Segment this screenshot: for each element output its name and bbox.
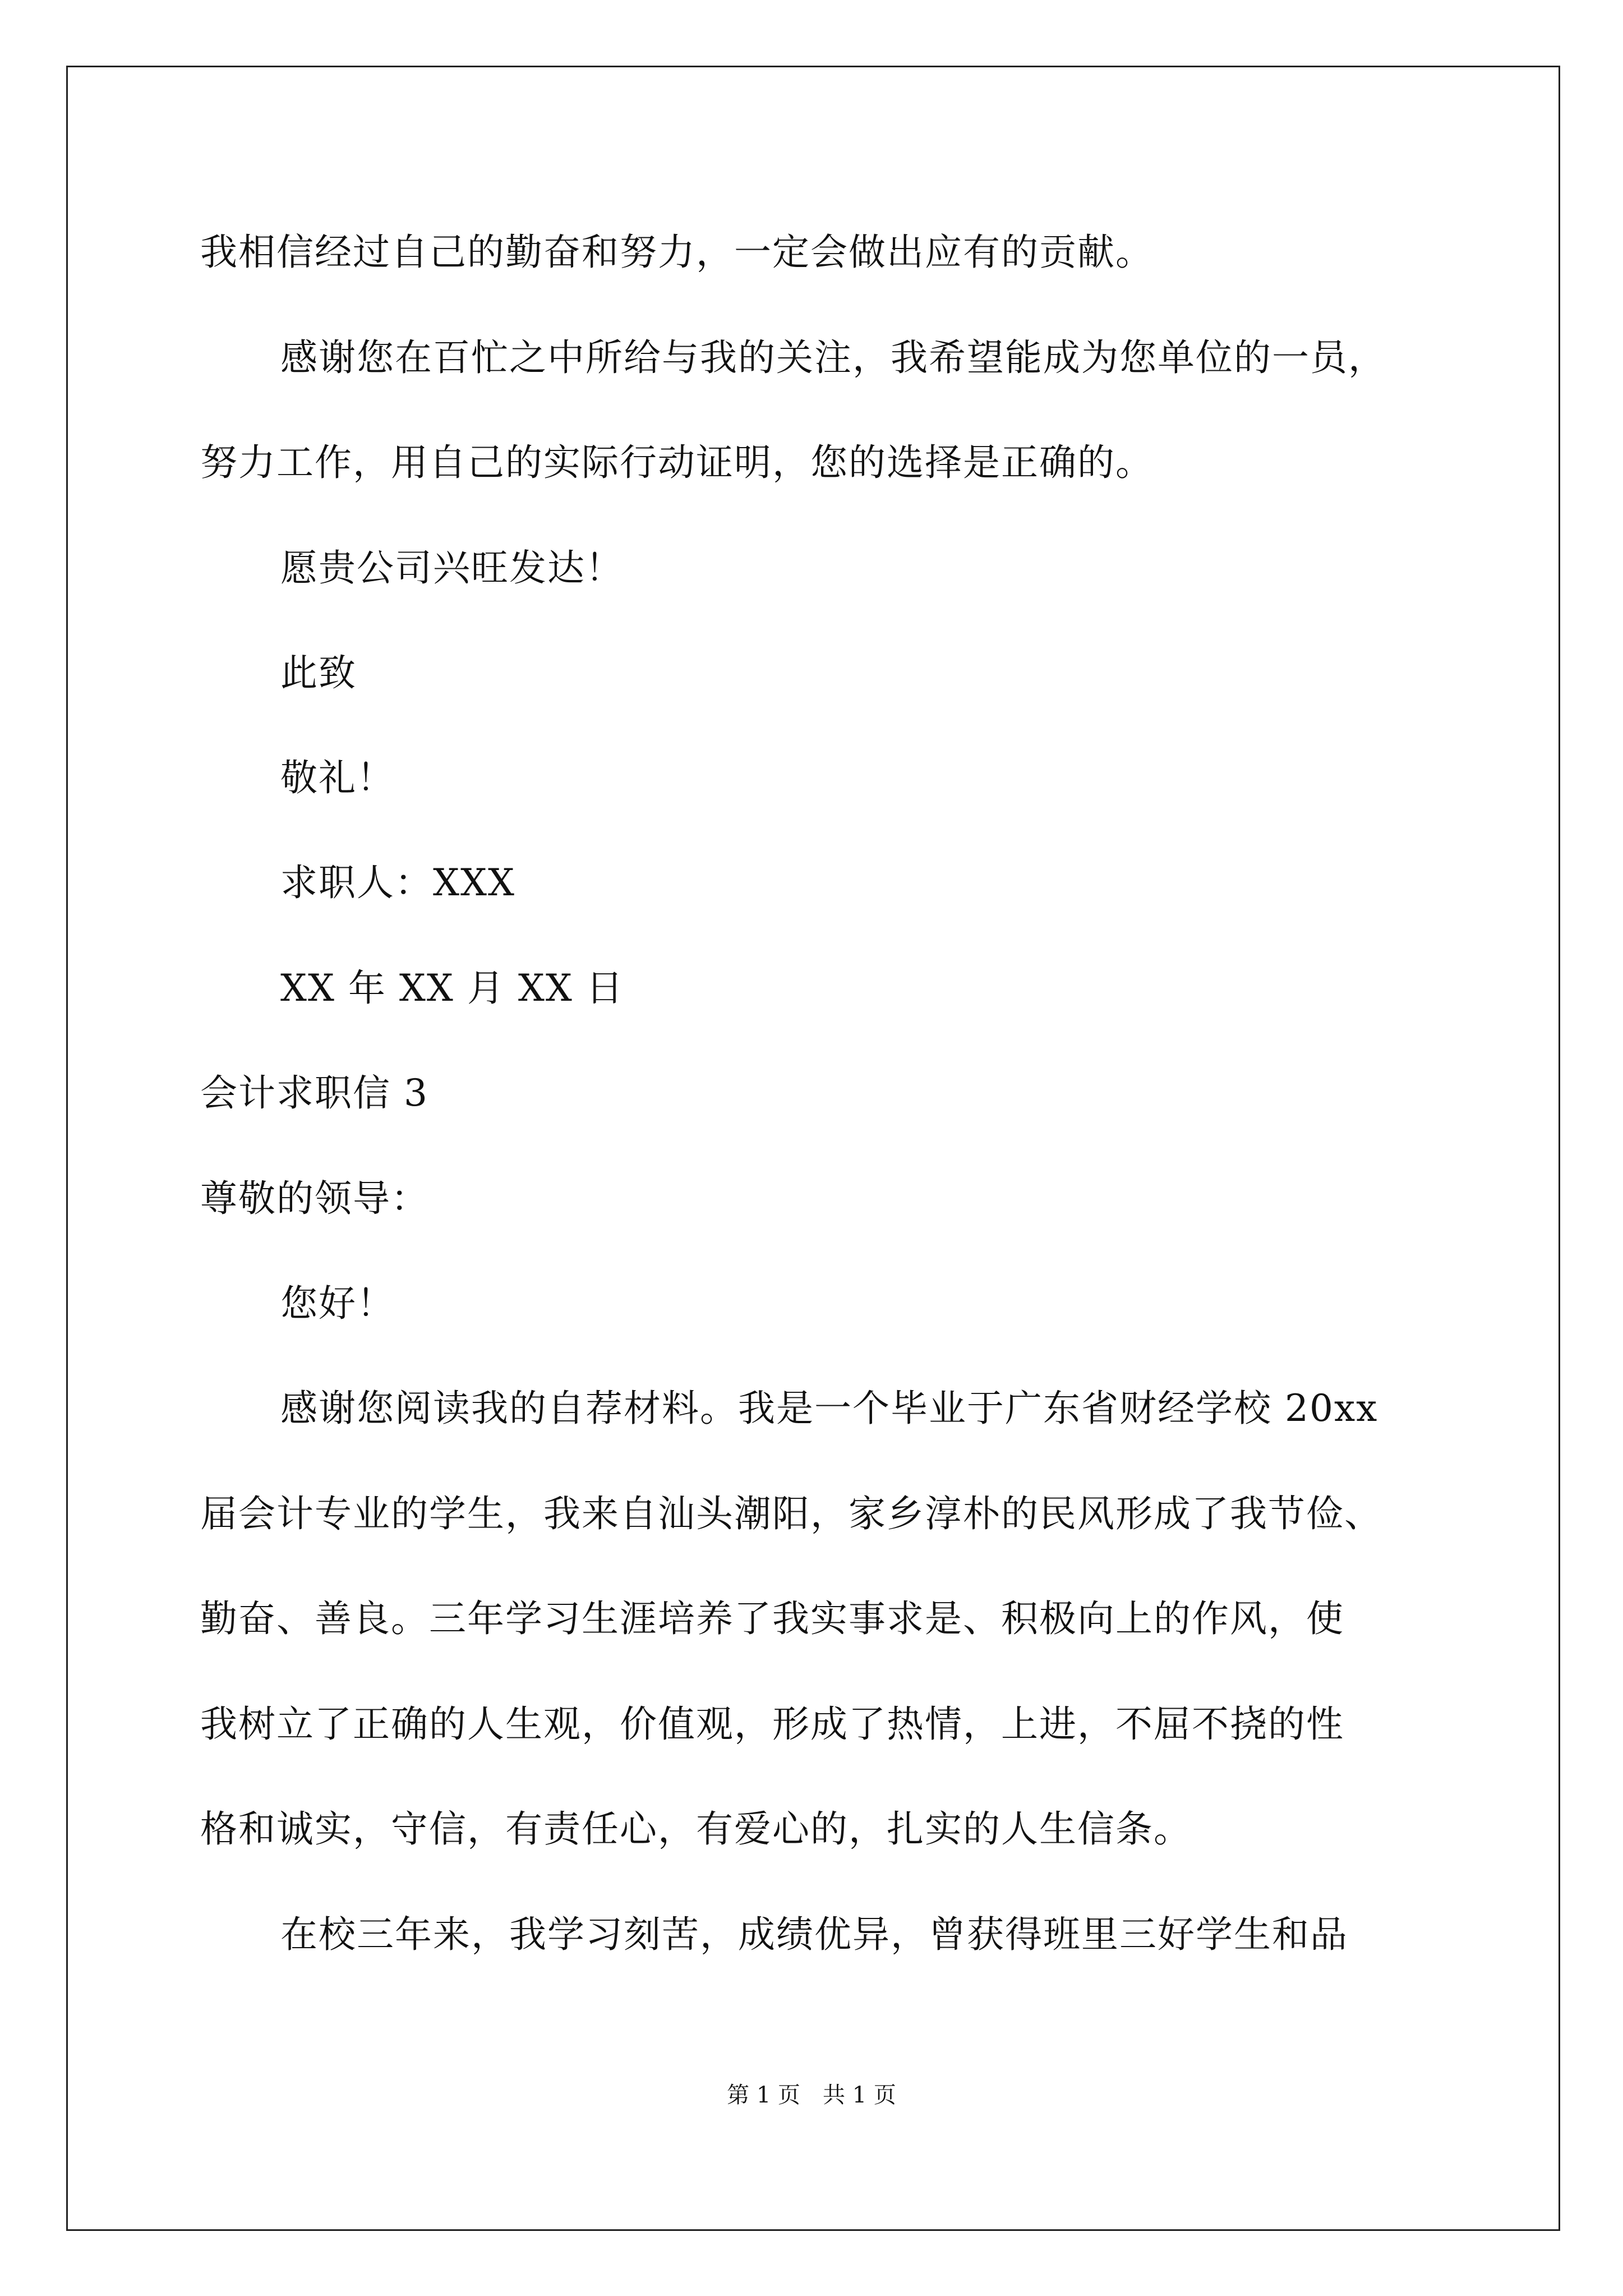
text-line-5: 此致 [280,651,357,694]
text-line-6: 敬礼！ [280,756,395,799]
page-footer: 第 1 页 共 1 页 [727,2082,896,2108]
text-line-14: 勤奋、善良。三年学习生涯培养了我实事求是、积极向上的作风，使 [200,1597,1344,1640]
text-line-12: 感谢您阅读我的自荐材料。我是一个毕业于广东省财经学校 20xx [280,1387,1378,1430]
text-line-7: 求职人：XXX [280,861,515,904]
greeting: 您好！ [280,1282,395,1325]
section-heading: 会计求职信 3 [200,1071,428,1115]
page-border [66,66,1560,2231]
text-line-3: 努力工作，用自己的实际行动证明，您的选择是正确的。 [200,441,1154,484]
text-line-15: 我树立了正确的人生观，价值观，形成了热情，上进，不屈不挠的性 [200,1703,1344,1746]
text-line-13: 届会计专业的学生，我来自汕头潮阳，家乡淳朴的民风形成了我节俭、 [200,1492,1382,1535]
text-line-4: 愿贵公司兴旺发达！ [280,546,624,590]
text-line-16: 格和诚实，守信，有责任心，有爱心的，扎实的人生信条。 [200,1807,1192,1851]
salutation: 尊敬的领导： [200,1177,429,1220]
text-line-17: 在校三年来，我学习刻苦，成绩优异，曾获得班里三好学生和品 [280,1913,1348,1956]
text-line-1: 我相信经过自己的勤奋和努力，一定会做出应有的贡献。 [200,231,1154,274]
text-line-2: 感谢您在百忙之中所给与我的关注，我希望能成为您单位的一员， [280,336,1386,379]
text-line-8: XX 年 XX 月 XX 日 [280,967,624,1010]
